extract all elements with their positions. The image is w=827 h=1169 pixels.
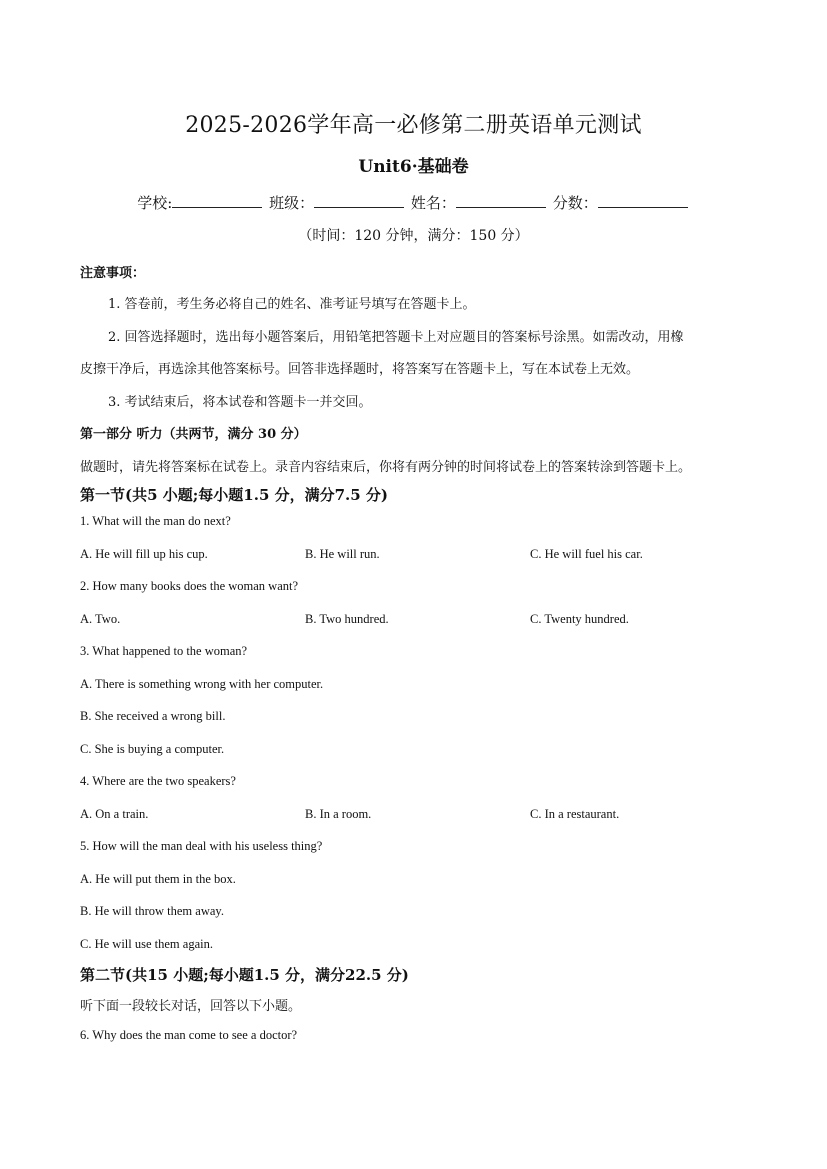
class-blank	[314, 193, 404, 208]
notes-item-1: 1. 答卷前，考生务必将自己的姓名、准考证号填写在答题卡上。	[108, 297, 476, 312]
q6-stem: 6. Why does the man come to see a doctor?	[80, 1028, 298, 1042]
section2-heading: 第二节(共15 小题;每小题1.5 分，满分22.5 分)	[80, 966, 409, 984]
q1-option-c: C. He will fuel his car.	[530, 547, 643, 561]
notes-item-3: 3. 考试结束后，将本试卷和答题卡一并交回。	[108, 395, 372, 410]
score-blank	[598, 193, 688, 208]
part1-instruction: 做题时，请先将答案标在试卷上。录音内容结束后，你将有两分钟的时间将试卷上的答案转涂到答题卡上。	[80, 460, 692, 475]
part1-heading: 第一部分 听力（共两节，满分 30 分）	[80, 427, 307, 442]
q2-option-b: B. Two hundred.	[305, 612, 389, 626]
name-blank	[456, 193, 546, 208]
section2-instruction: 听下面一段较长对话，回答以下小题。	[80, 999, 302, 1014]
notes-item-2-line-1: 2. 回答选择题时，选出每小题答案后，用铅笔把答题卡上对应题目的答案标号涂黑。如需改动，用橡	[108, 330, 684, 345]
school-label: 学校:	[137, 194, 173, 212]
q4-option-c: C. In a restaurant.	[530, 807, 620, 821]
q3-option-b: B. She received a wrong bill.	[80, 709, 226, 723]
time-note: （时间：120 分钟，满分：150 分）	[298, 228, 529, 244]
q5-option-c: C. He will use them again.	[80, 937, 213, 951]
student-info-row	[0, 192, 827, 213]
exam-subtitle: Unit6·基础卷	[358, 157, 469, 177]
q5-stem: 5. How will the man deal with his useless thing?	[80, 839, 323, 853]
class-label: 班级：	[269, 194, 315, 212]
q3-option-a: A. There is something wrong with her computer.	[80, 677, 324, 691]
q1-option-b: B. He will run.	[305, 547, 380, 561]
notes-item-2-line-2: 皮擦干净后，再选涂其他答案标号。回答非选择题时，将答案写在答题卡上，写在本试卷上无效。	[80, 362, 640, 377]
notes-heading: 注意事项：	[80, 266, 146, 281]
q4-stem: 4. Where are the two speakers?	[80, 774, 236, 788]
q1-stem: 1. What will the man do next?	[80, 514, 231, 528]
q3-option-c: C. She is buying a computer.	[80, 742, 225, 756]
name-label: 姓名：	[410, 194, 456, 212]
q3-stem: 3. What happened to the woman?	[80, 644, 248, 658]
q1-option-a: A. He will fill up his cup.	[80, 547, 208, 561]
q4-option-a: A. On a train.	[80, 807, 149, 821]
q5-option-a: A. He will put them in the box.	[80, 872, 236, 886]
exam-title: 2025-2026学年高一必修第二册英语单元测试	[185, 113, 642, 138]
q2-option-a: A. Two.	[80, 612, 121, 626]
score-label: 分数：	[552, 194, 598, 212]
school-blank	[172, 193, 262, 208]
q5-option-b: B. He will throw them away.	[80, 904, 224, 918]
q2-option-c: C. Twenty hundred.	[530, 612, 629, 626]
q2-stem: 2. How many books does the woman want?	[80, 579, 299, 593]
section1-heading: 第一节(共5 小题;每小题1.5 分，满分7.5 分)	[80, 486, 389, 504]
q4-option-b: B. In a room.	[305, 807, 372, 821]
